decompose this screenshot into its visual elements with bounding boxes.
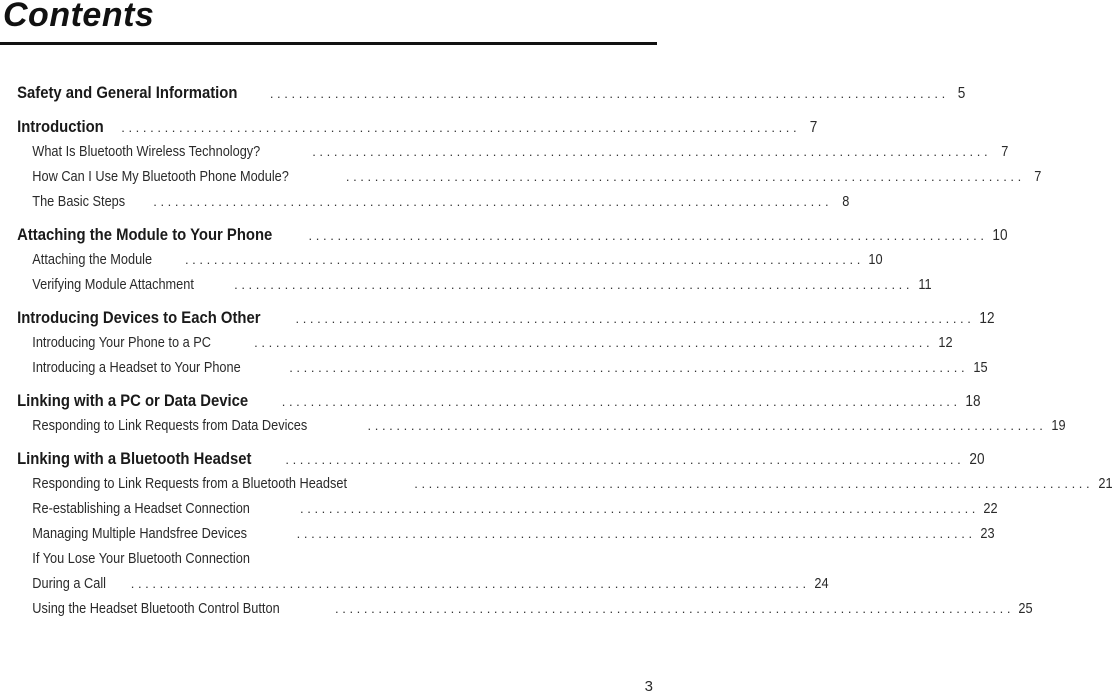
- dot-leader: [131, 576, 806, 591]
- toc-entry[interactable]: [0, 392, 981, 414]
- dot-leader: [335, 601, 1010, 616]
- toc-entry-page: 12: [937, 334, 953, 351]
- toc-entry-page: 10: [868, 251, 883, 268]
- toc-entry[interactable]: [0, 450, 985, 472]
- toc-entry-label: Safety and General Information: [17, 84, 238, 102]
- toc-entry[interactable]: [0, 334, 953, 356]
- toc-entry-page: 5: [957, 85, 966, 102]
- toc-entry-page: 21: [1098, 475, 1112, 492]
- toc-entry-label: What Is Bluetooth Wireless Technology?: [32, 143, 261, 160]
- toc-entry[interactable]: [0, 226, 1008, 248]
- toc-entry-label: Verifying Module Attachment: [32, 276, 194, 293]
- toc-entry[interactable]: [0, 575, 829, 597]
- toc-entry-label: Attaching the Module: [32, 251, 153, 268]
- toc-entry-label: If You Lose Your Bluetooth Connection: [32, 550, 250, 567]
- toc-entry-page: 11: [917, 276, 932, 293]
- dot-leader: [368, 418, 1043, 433]
- toc-entry-page: 12: [979, 310, 995, 327]
- toc-entry[interactable]: [0, 600, 1034, 622]
- toc-entry-label: Linking with a Bluetooth Headset: [17, 450, 252, 468]
- dot-leader: [297, 526, 972, 541]
- toc-entry-page: 22: [983, 500, 999, 517]
- toc-entry-label: Introducing a Headset to Your Phone: [32, 359, 241, 376]
- dot-leader: [153, 194, 828, 209]
- toc-entry-label: Introduction: [17, 118, 104, 136]
- toc-entry-label: Managing Multiple Handsfree Devices: [32, 525, 248, 542]
- dot-leader: [309, 228, 984, 243]
- dot-leader: [121, 120, 796, 135]
- dot-leader: [346, 169, 1021, 184]
- toc-entry-label: Responding to Link Requests from a Bluetooth Headset: [32, 475, 347, 492]
- toc-entry-page: 19: [1051, 417, 1066, 434]
- dot-leader: [312, 144, 987, 159]
- toc-entry-page: 7: [809, 119, 817, 136]
- dot-leader: [289, 360, 964, 375]
- toc-entry-page: 15: [973, 359, 988, 376]
- toc-entry[interactable]: [0, 550, 657, 572]
- toc-entry-page: 7: [1000, 143, 1008, 160]
- page-title: Contents: [3, 0, 155, 34]
- toc-entry-label: Introducing Devices to Each Other: [17, 309, 261, 327]
- toc-entry-label: How Can I Use My Bluetooth Phone Module?: [32, 168, 289, 185]
- toc-entry[interactable]: [0, 193, 849, 215]
- toc-entry[interactable]: [0, 309, 995, 331]
- toc-entry-page: 23: [980, 525, 995, 542]
- toc-entry-label: Re-establishing a Headset Connection: [32, 500, 250, 517]
- toc-entry-page: 18: [965, 393, 981, 410]
- toc-entry-label: Responding to Link Requests from Data Devices: [32, 417, 308, 434]
- toc-entry-label: Using the Headset Bluetooth Control Button: [32, 600, 280, 617]
- toc-entry[interactable]: [0, 118, 817, 140]
- toc-entry-page: 7: [1034, 168, 1042, 185]
- toc-entry-page: 24: [814, 575, 829, 592]
- title-rule: [0, 42, 657, 45]
- dot-leader: [282, 394, 957, 409]
- toc-entry-label: Introducing Your Phone to a PC: [32, 334, 211, 351]
- toc-entry[interactable]: [0, 475, 1112, 497]
- toc-entry-label: Linking with a PC or Data Device: [17, 392, 249, 410]
- toc-entry[interactable]: [0, 84, 966, 106]
- dot-leader: [234, 277, 909, 292]
- dot-leader: [185, 252, 860, 267]
- toc-entry[interactable]: [0, 251, 883, 273]
- dot-leader: [300, 501, 975, 516]
- toc-entry[interactable]: [0, 417, 1066, 439]
- toc-entry[interactable]: [0, 359, 988, 381]
- toc-entry-page: 25: [1018, 600, 1034, 617]
- dot-leader: [270, 86, 945, 101]
- toc-entry-page: 10: [992, 227, 1008, 244]
- toc-entry-label: Attaching the Module to Your Phone: [17, 226, 273, 244]
- dot-leader: [414, 476, 1089, 491]
- dot-leader: [254, 335, 929, 350]
- toc-entry[interactable]: [0, 168, 1042, 190]
- toc-entry-page: 8: [841, 193, 849, 210]
- toc-entry-page: 20: [969, 451, 985, 468]
- toc-entry[interactable]: [0, 525, 995, 547]
- toc-entry-label: The Basic Steps: [32, 193, 126, 210]
- toc-entry[interactable]: [0, 276, 932, 298]
- toc-entry[interactable]: [0, 500, 999, 522]
- toc-entry-label: During a Call: [32, 575, 107, 592]
- page-number: 3: [644, 678, 653, 695]
- dot-leader: [285, 452, 960, 467]
- toc-entry[interactable]: [0, 143, 1008, 165]
- dot-leader: [295, 311, 970, 326]
